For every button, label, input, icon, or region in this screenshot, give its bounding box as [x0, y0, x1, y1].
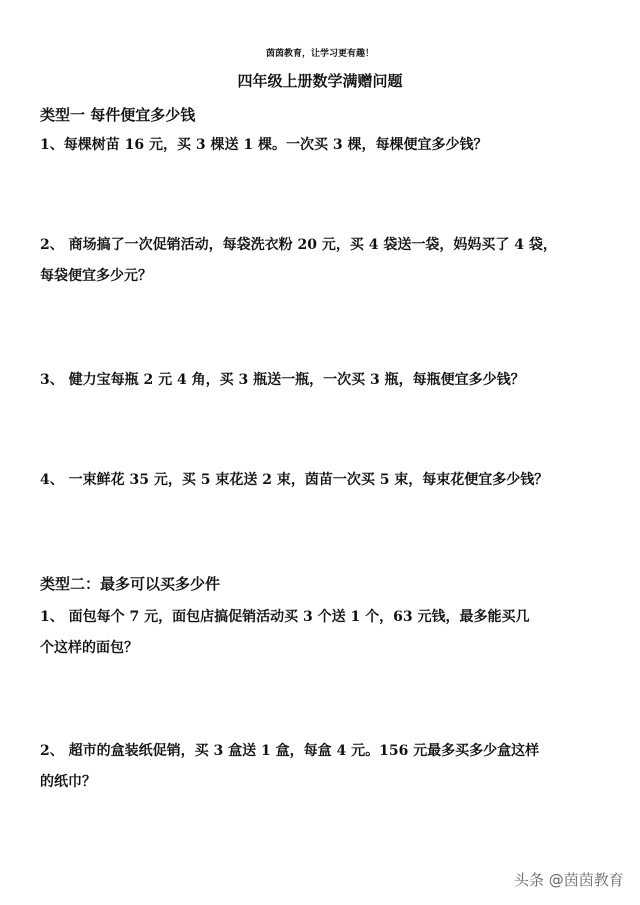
question-line: 个这样的面包？ [40, 640, 138, 656]
question-line: 2、 商场搞了一次促销活动，每袋洗衣粉 20 元，买 4 袋送一袋，妈妈买了 4 袋， [40, 237, 557, 253]
question-line: 每袋便宜多少元？ [40, 268, 152, 284]
header-note: 茵茵教育，让学习更有趣！ [265, 49, 374, 59]
question-line: 1、每棵树苗 16 元，买 3 棵送 1 棵。一次买 3 棵，每棵便宜多少钱？ [40, 137, 488, 153]
question-2-1 [40, 602, 605, 664]
section-heading-type-1: 类型一 每件便宜多少钱 [40, 106, 196, 124]
question-2-2 [40, 736, 605, 798]
section-heading-type-2: 类型二：最多可以买多少件 [40, 575, 221, 593]
page-title: 四年级上册数学满赠问题 [237, 72, 403, 90]
question-1-2 [40, 230, 605, 292]
question-line: 3、 健力宝每瓶 2 元 4 角，买 3 瓶送一瓶，一次买 3 瓶，每瓶便宜多少钱？ [40, 372, 525, 388]
question-line: 的纸巾？ [40, 774, 96, 790]
question-line: 1、 面包每个 7 元，面包店搞促销活动买 3 个送 1 个，63 元钱，最多能买几 [40, 609, 530, 625]
question-1-3 [40, 365, 605, 396]
question-line: 2、 超市的盒装纸促销，买 3 盒送 1 盒，每盒 4 元。156 元最多买多少盒这样 [40, 743, 540, 759]
question-line: 4、 一束鲜花 35 元，买 5 束花送 2 束，茵苗一次买 5 束，每束花便宜多少钱？ [40, 472, 549, 488]
question-1-4 [40, 465, 605, 496]
source-watermark: 头条 @茵茵教育 [514, 871, 624, 889]
question-1-1 [40, 130, 605, 161]
